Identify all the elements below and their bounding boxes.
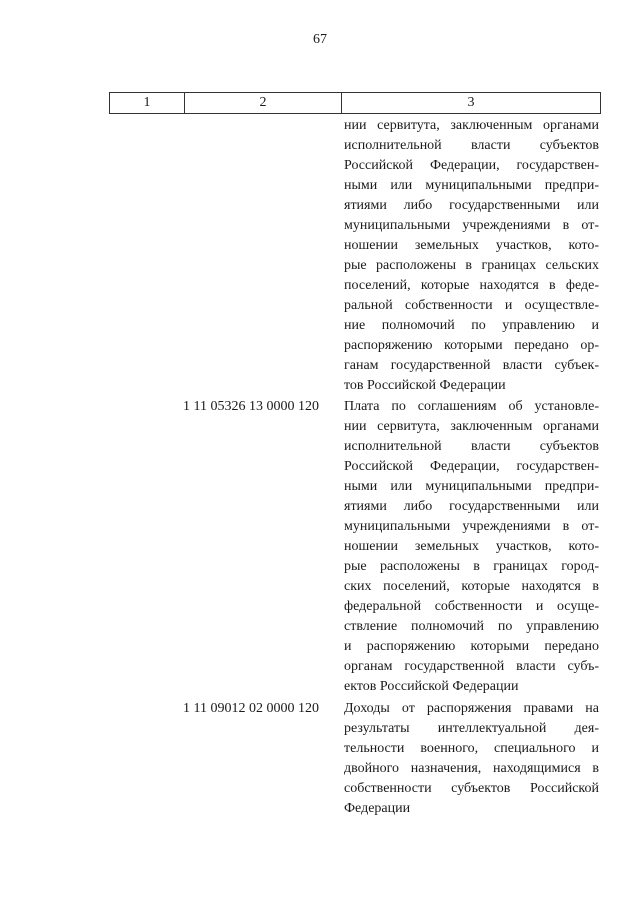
text-line: ние полномочий по управлению и [344, 318, 599, 333]
text-line: ными или муниципальными предпри- [344, 479, 599, 494]
row-1-description [344, 397, 599, 697]
text-line: ношении земельных участков, кото- [344, 539, 599, 554]
text-line: ятиями либо государственными или [344, 198, 599, 213]
text-line: нии сервитута, заключенным органами [344, 118, 599, 133]
text-line: муниципальными учреждениями в от- [344, 218, 599, 233]
text-line: ганам государственной власти субъек- [344, 358, 599, 373]
row-2-description [344, 699, 599, 819]
text-line: федеральной собственности и осуще- [344, 599, 599, 614]
header-col-2: 2 [185, 93, 342, 113]
text-line: рые расположены в границах сельских [344, 258, 599, 273]
text-line: тов Российской Федерации [344, 378, 506, 393]
text-line: ятиями либо государственными или [344, 499, 599, 514]
text-line: и распоряжению которыми передано [344, 639, 599, 654]
row-2-code: 1 11 09012 02 0000 120 [183, 701, 319, 716]
text-line: Доходы от распоряжения правами на [344, 701, 599, 716]
text-line: тельности военного, специального и [344, 741, 599, 756]
text-line: ектов Российской Федерации [344, 679, 519, 694]
text-line: исполнительной власти субъектов [344, 439, 599, 454]
text-line: ральной собственности и осуществле- [344, 298, 599, 313]
text-line: собственности субъектов Российской [344, 781, 599, 796]
text-line: ными или муниципальными предпри- [344, 178, 599, 193]
table-header [109, 92, 601, 114]
text-line: муниципальными учреждениями в от- [344, 519, 599, 534]
text-line: ских поселений, которые находятся в [344, 579, 599, 594]
row-0-description [344, 116, 599, 396]
header-col-1: 1 [110, 93, 185, 113]
text-line: исполнительной власти субъектов [344, 138, 599, 153]
text-line: ствление полномочий по управлению [344, 619, 599, 634]
page-number: 67 [313, 32, 327, 47]
text-line: Плата по соглашениям об установле- [344, 399, 599, 414]
text-line: нии сервитута, заключенным органами [344, 419, 599, 434]
text-line: Российской Федерации, государствен- [344, 459, 599, 474]
text-line: органам государственной власти субъ- [344, 659, 599, 674]
text-line: Российской Федерации, государствен- [344, 158, 599, 173]
text-line: ношении земельных участков, кото- [344, 238, 599, 253]
text-line: Федерации [344, 801, 411, 816]
text-line: распоряжению которыми передано ор- [344, 338, 599, 353]
text-line: рые расположены в границах город- [344, 559, 599, 574]
text-line: результаты интеллектуальной дея- [344, 721, 599, 736]
text-line: двойного назначения, находящимися в [344, 761, 599, 776]
header-col-3: 3 [467, 95, 475, 110]
text-line: поселений, которые находятся в феде- [344, 278, 599, 293]
row-1-code: 1 11 05326 13 0000 120 [183, 399, 319, 414]
